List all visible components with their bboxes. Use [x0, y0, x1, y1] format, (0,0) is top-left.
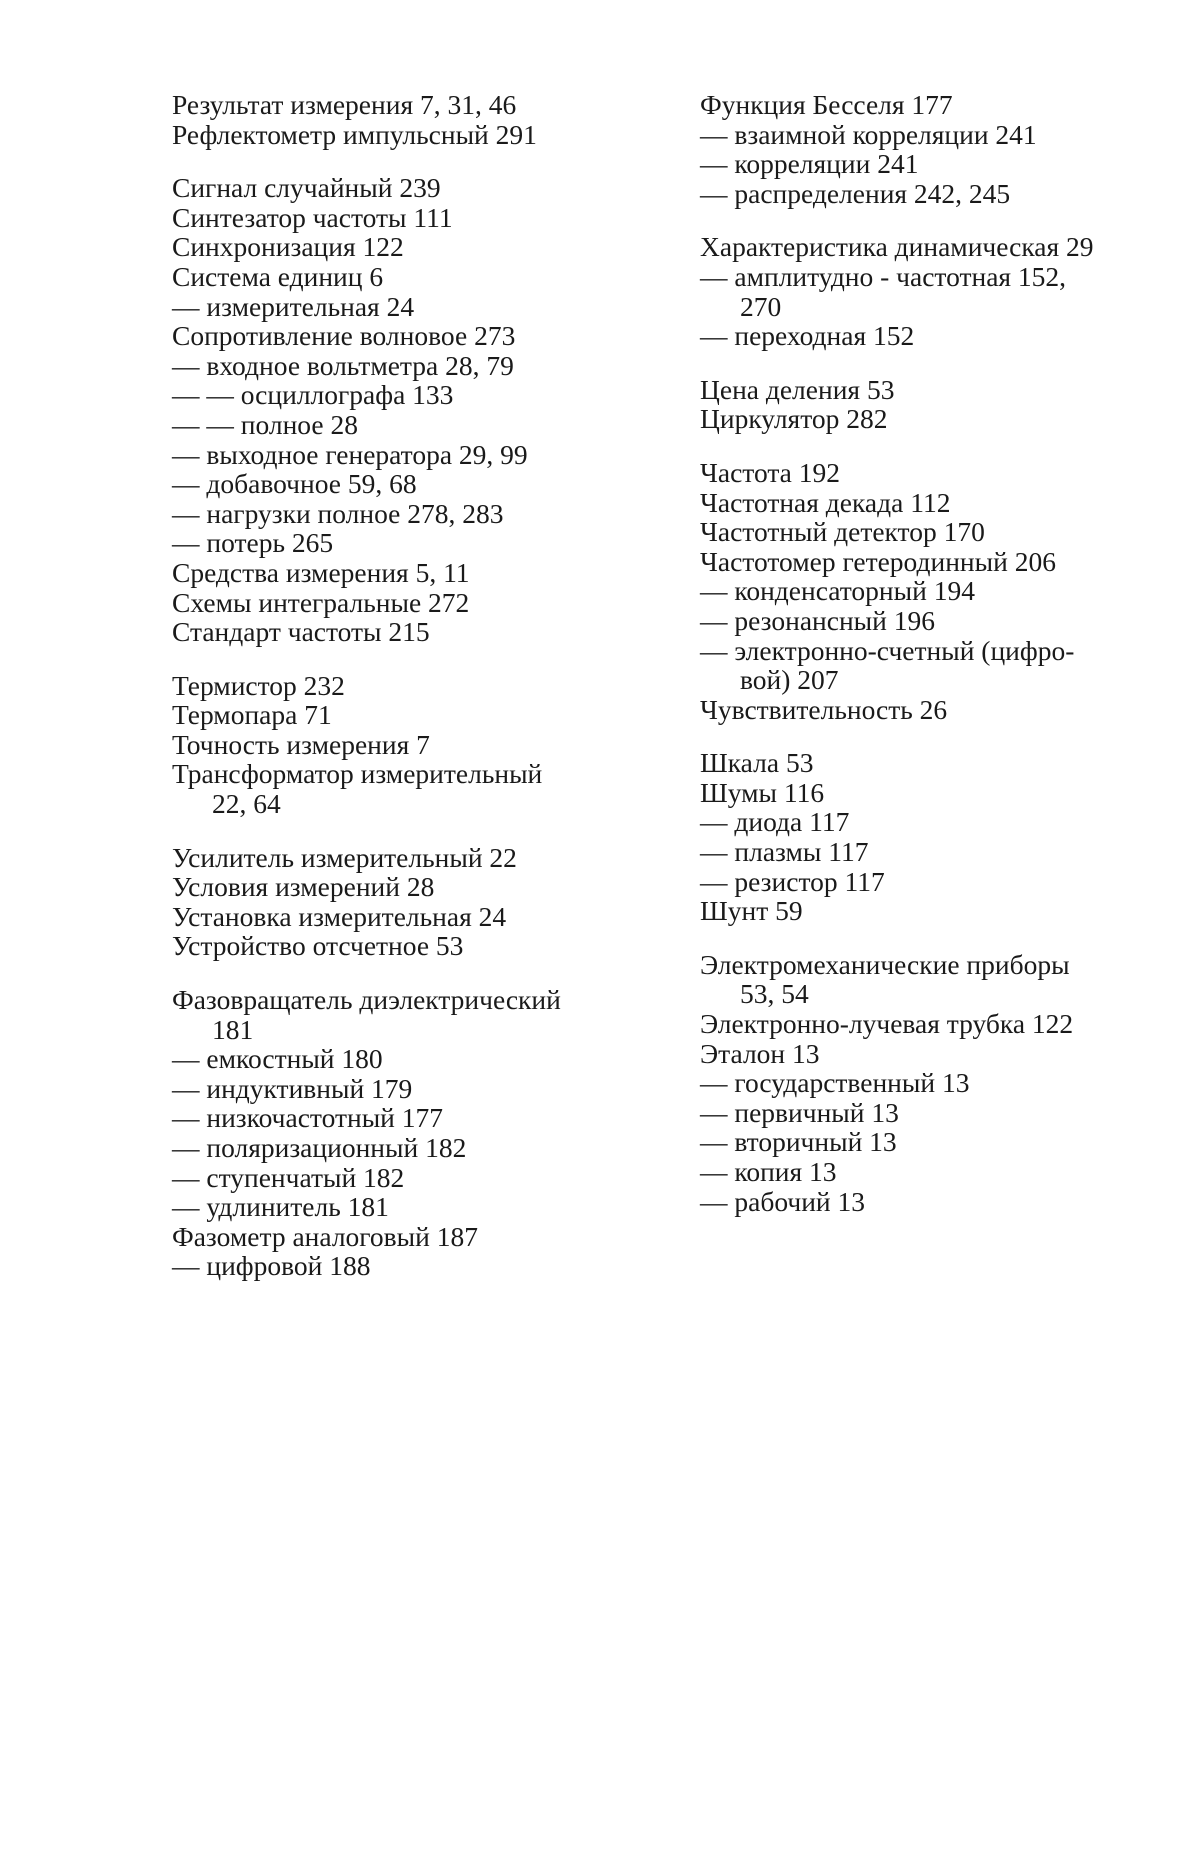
- index-entry: Частотомер гетеродинный 206: [700, 545, 1056, 577]
- index-entry: — амплитудно - частотная 152,: [700, 260, 1067, 292]
- index-entry: Точность измерения 7: [172, 728, 430, 760]
- index-entry: Шкала 53: [700, 747, 814, 779]
- index-entry: Циркулятор 282: [700, 403, 888, 435]
- index-entry: — — полное 28: [172, 408, 358, 440]
- index-entry: Фазометр аналоговый 187: [172, 1220, 478, 1252]
- index-entry: Условия измерений 28: [172, 871, 435, 903]
- index-group: [700, 748, 1140, 926]
- index-group: [172, 843, 614, 961]
- index-entry: — выходное генератора 29, 99: [172, 438, 528, 470]
- index-entry: — диода 117: [700, 806, 850, 838]
- index-entry: Фазовращатель диэлектрический: [172, 984, 561, 1016]
- index-entry: Устройство отсчетное 53: [172, 930, 464, 962]
- index-group: [700, 232, 1140, 350]
- index-entry: — рабочий 13: [700, 1185, 865, 1217]
- index-entry: — измерительная 24: [172, 290, 415, 322]
- index-entry: Цена деления 53: [700, 373, 895, 405]
- index-entry: — цифровой 188: [172, 1250, 371, 1282]
- index-entry: Термопара 71: [172, 699, 332, 731]
- index-entry: — ступенчатый 182: [172, 1161, 405, 1193]
- index-entry: Рефлектометр импульсный 291: [172, 118, 537, 150]
- index-entry: — плазмы 117: [700, 836, 869, 868]
- index-entry: Усилитель измерительный 22: [172, 841, 517, 873]
- index-entry: 270: [740, 290, 782, 322]
- index-entry: — первичный 13: [700, 1096, 899, 1128]
- index-group: [172, 985, 614, 1281]
- index-entry: — потерь 265: [172, 527, 334, 559]
- index-entry: Частотный детектор 170: [700, 516, 985, 548]
- index-entry: Сигнал случайный 239: [172, 172, 441, 204]
- index-entry: Трансформатор измерительный: [172, 758, 543, 790]
- index-entry: Синтезатор частоты 111: [172, 201, 453, 233]
- index-entry: Схемы интегральные 272: [172, 586, 470, 618]
- index-entry: 181: [212, 1013, 254, 1045]
- index-entry: Система единиц 6: [172, 260, 384, 292]
- index-entry: — емкостный 180: [172, 1043, 383, 1075]
- index-entry: Синхронизация 122: [172, 231, 404, 263]
- index-entry: Электромеханические приборы: [700, 948, 1070, 980]
- index-entry: Шунт 59: [700, 895, 803, 927]
- index-column-right: [700, 90, 1140, 1240]
- index-entry: Характеристика динамическая 29: [700, 231, 1094, 263]
- index-entry: — резонансный 196: [700, 604, 935, 636]
- index-entry: 53, 54: [740, 978, 809, 1010]
- index-entry: — вторичный 13: [700, 1126, 897, 1158]
- index-entry: Функция Бесселя 177: [700, 89, 953, 120]
- index-entry: Частота 192: [700, 456, 841, 488]
- index-group: [172, 173, 614, 647]
- index-entry: — индуктивный 179: [172, 1072, 413, 1104]
- index-entry: Чувствительность 26: [700, 693, 948, 725]
- index-group: [700, 950, 1140, 1216]
- index-entry: — удлинитель 181: [172, 1191, 389, 1223]
- index-entry: Эталон 13: [700, 1037, 820, 1069]
- index-entry: — входное вольтметра 28, 79: [172, 349, 514, 381]
- index-entry: 22, 64: [212, 788, 281, 820]
- index-group: [700, 375, 1140, 434]
- index-entry: Установка измерительная 24: [172, 900, 507, 932]
- index-entry: — государственный 13: [700, 1067, 970, 1099]
- index-group: [172, 671, 614, 819]
- index-entry: Сопротивление волновое 273: [172, 320, 516, 352]
- index-entry: Термистор 232: [172, 669, 345, 701]
- index-entry: вой) 207: [740, 664, 839, 696]
- index-group: [700, 458, 1140, 724]
- index-entry: — — осциллографа 133: [172, 379, 454, 411]
- index-column-left: [172, 90, 614, 1305]
- index-entry: — поляризационный 182: [172, 1132, 467, 1163]
- index-entry: — переходная 152: [700, 320, 915, 352]
- index-entry: Средства измерения 5, 11: [172, 556, 470, 588]
- index-entry: — резистор 117: [700, 865, 885, 897]
- index-entry: — копия 13: [700, 1156, 837, 1187]
- index-entry: Стандарт частоты 215: [172, 616, 430, 648]
- index-entry: Частотная декада 112: [700, 486, 951, 518]
- index-entry: Шумы 116: [700, 776, 825, 808]
- index-entry: — взаимной корреляции 241: [700, 118, 1037, 150]
- index-group: [700, 90, 1140, 208]
- index-entry: — низкочастотный 177: [172, 1102, 444, 1134]
- index-entry: — распределения 242, 245: [700, 177, 1011, 209]
- index-entry: — электронно-счетный (цифро-: [700, 634, 1075, 666]
- index-entry: Результат измерения 7, 31, 46: [172, 89, 517, 120]
- index-entry: — конденсаторный 194: [700, 575, 975, 607]
- index-entry: Электронно-лучевая трубка 122: [700, 1008, 1074, 1040]
- index-entry: — добавочное 59, 68: [172, 468, 417, 500]
- index-entry: — нагрузки полное 278, 283: [172, 497, 504, 529]
- index-group: [172, 90, 614, 149]
- index-entry: — корреляции 241: [700, 148, 919, 180]
